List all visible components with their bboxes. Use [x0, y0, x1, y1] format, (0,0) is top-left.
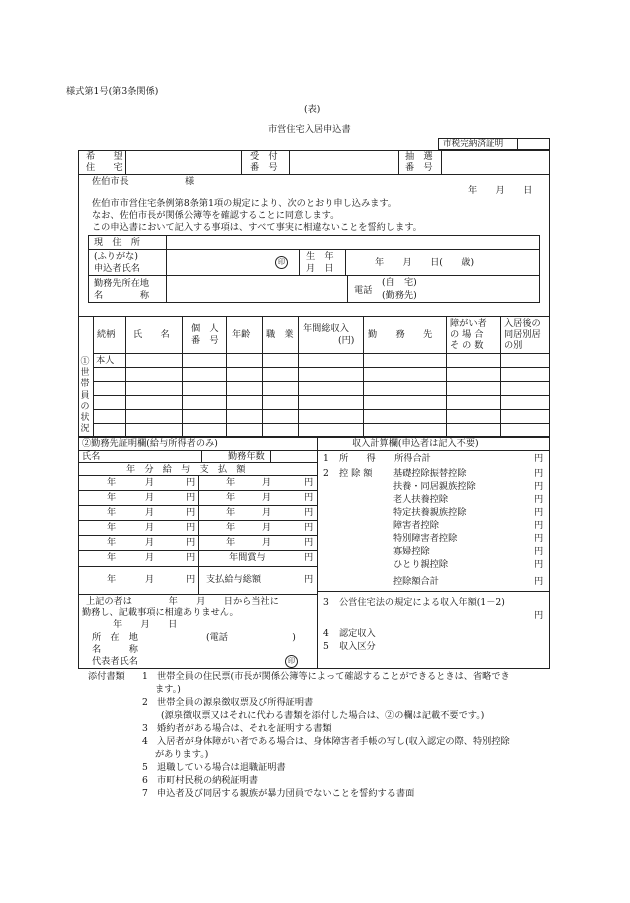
deduction-label: 控 除 額	[339, 468, 373, 479]
col-disability-a: 障がい者	[450, 318, 487, 329]
attachment-line: 1 世帯全員の住民票(市長が関係公簿等によって確認することができるときは、省略でき	[142, 671, 510, 682]
salary-year: 年	[226, 507, 236, 518]
lottery-no-label-a: 抽 選	[405, 151, 433, 162]
applicant-name-label: 申込者氏名	[94, 263, 140, 274]
deduction-item: ひとり親控除	[393, 559, 449, 570]
birth-date-value: 年 月 日( 歳)	[375, 257, 475, 268]
salary-month: 月	[145, 477, 155, 488]
col-age: 年齢	[232, 329, 251, 340]
attachment-line: (源泉徴収票又はそれに代わる書類を添付した場合は、②の欄は記載不要です。)	[161, 710, 485, 721]
attachment-line: 3 婚約者がある場合は、それを証明する書類	[142, 723, 332, 734]
salary-yen: 円	[186, 537, 196, 548]
phone-work-label: (勤務先)	[382, 290, 417, 301]
employment-cert-line-1: 上記の者は 年 月 日から当社に	[86, 596, 279, 607]
income-yen: 円	[534, 453, 544, 464]
income-yen: 円	[534, 546, 544, 557]
income-item-2-number: 2	[323, 468, 329, 479]
income-item-5-number: 5	[323, 641, 329, 652]
salary-yen: 円	[304, 522, 314, 533]
mayor-address: 佐伯市長	[92, 176, 129, 187]
col-income-a: 年間総収入	[303, 323, 349, 334]
row-self-label: 本人	[96, 355, 115, 366]
deduction-item: 扶養・同居親族控除	[393, 481, 476, 492]
salary-month: 月	[145, 574, 155, 585]
tax-certificate-label: 市税完納済証明	[443, 139, 504, 149]
deduction-total-label: 控除額合計	[393, 576, 439, 587]
workplace-address-label: 勤務先所在地	[94, 278, 150, 289]
salary-year: 年	[226, 492, 236, 503]
attachment-line: があります。)	[155, 749, 209, 760]
income-yen: 円	[534, 520, 544, 531]
salary-yen: 円	[186, 552, 196, 563]
salary-yen: 円	[304, 552, 314, 563]
salary-year: 年	[107, 507, 117, 518]
income-section-title: 収入計算欄(申込者は記入不要)	[352, 438, 479, 449]
applicant-seal-mark: 印	[275, 256, 288, 269]
income-item-4-number: 4	[323, 628, 329, 639]
salary-month: 月	[262, 507, 272, 518]
current-address-label: 現 住 所	[94, 237, 140, 248]
attachment-line: ます。)	[155, 684, 181, 695]
attachment-line: 5 退職している場合は退職証明書	[142, 762, 286, 773]
col-disability-b: の 場 合	[450, 329, 484, 340]
income-category-label: 収入区分	[339, 641, 376, 652]
col-job: 職 業	[266, 329, 294, 340]
birth-label-b: 月 日	[306, 263, 334, 274]
salary-year: 年	[107, 522, 117, 533]
household-table-top	[78, 316, 550, 317]
household-section-label: ①世帯員の状況	[80, 357, 90, 435]
declaration-line-1: 佐伯市市営住宅条例第8条第1項の規定により、次のとおり申し込みます。	[92, 198, 397, 209]
deduction-item: 寡婦控除	[393, 546, 430, 557]
income-item-3-number: 3	[323, 597, 329, 608]
salary-yen: 円	[304, 574, 314, 585]
salary-month: 月	[145, 507, 155, 518]
attachment-line: 6 市町村民税の納税証明書	[142, 775, 259, 786]
salary-yen: 円	[304, 537, 314, 548]
side-label: (表)	[304, 104, 321, 115]
total-income-label: 所 得 所得合計	[339, 453, 431, 464]
income-yen: 円	[534, 507, 544, 518]
representative-label: 代表者氏名	[92, 656, 138, 667]
income-yen: 円	[534, 533, 544, 544]
salary-yen: 円	[186, 522, 196, 533]
years-of-service-label: 勤務年数	[228, 451, 265, 462]
reception-no-label-a: 受 付	[250, 151, 278, 162]
col-cohabit-b: 同居別居	[504, 329, 541, 340]
employment-cert-line-2: 勤務し、記載事項に相違ありません。	[82, 607, 239, 618]
col-id-b: 番 号	[191, 335, 219, 346]
col-cohabit-a: 入居後の	[504, 318, 541, 329]
form-number: 様式第1号(第3条関係)	[66, 86, 159, 97]
salary-yen: 円	[186, 477, 196, 488]
income-yen: 円	[534, 481, 544, 492]
salary-year: 年	[226, 537, 236, 548]
salary-yen: 円	[304, 492, 314, 503]
mayor-honorific: 様	[185, 176, 195, 187]
company-name-label: 名 称	[92, 644, 138, 655]
salary-year: 年	[107, 552, 117, 563]
attachment-line: 7 申込者及び同居する親族が暴力団員でないことを誓約する書面	[142, 788, 415, 799]
salary-month: 月	[262, 522, 272, 533]
col-relation: 続柄	[97, 329, 116, 340]
col-workplace: 勤 務 先	[368, 329, 433, 340]
annual-bonus-label: 年間賞与	[229, 552, 266, 563]
salary-year: 年	[226, 477, 236, 488]
col-income-b: (円)	[338, 335, 355, 346]
deduction-item: 老人扶養控除	[393, 494, 449, 505]
deduction-item: 特定扶養親族控除	[393, 507, 467, 518]
phone-label: 電話	[354, 285, 373, 296]
furigana-label: (ふりがな)	[94, 251, 138, 262]
income-yen: 円	[534, 576, 544, 587]
col-disability-c: そ の 数	[450, 340, 484, 351]
deduction-item: 障害者控除	[393, 520, 439, 531]
company-location-label: 所 在 地	[92, 632, 138, 643]
income-item-1-number: 1	[323, 453, 329, 464]
attachment-line: 2 世帯全員の源泉徴収票及び所得証明書	[142, 697, 314, 708]
salary-yen: 円	[304, 477, 314, 488]
page-title: 市営住宅入居申込書	[268, 124, 351, 135]
income-yen: 円	[534, 610, 544, 621]
declaration-line-2: なお、佐伯市長が関係公簿等を確認することに同意します。	[92, 210, 340, 221]
company-phone-label: (電話 )	[206, 632, 296, 643]
employee-name-label: 氏名	[82, 451, 101, 462]
public-housing-income-label: 公営住宅法の規定による収入年額(1－2)	[339, 597, 505, 608]
employer-section-title: ②勤務先証明欄(給与所得者のみ)	[82, 438, 218, 449]
salary-month: 月	[145, 522, 155, 533]
col-cohabit-c: の別	[504, 340, 523, 351]
salary-year: 年	[107, 574, 117, 585]
phone-home-label: (自 宅)	[382, 277, 417, 288]
deduction-item: 特別障害者控除	[393, 533, 458, 544]
cert-date: 年 月 日	[113, 619, 178, 630]
salary-year: 年	[107, 477, 117, 488]
approved-income-label: 認定収入	[339, 628, 376, 639]
desired-housing-label-b: 住 宅	[86, 162, 123, 173]
birth-label-a: 生 年	[306, 251, 334, 262]
salary-header: 年 分 給 与 支 払 額	[126, 464, 246, 475]
salary-yen: 円	[304, 507, 314, 518]
reception-no-label-b: 番 号	[250, 162, 278, 173]
salary-month: 月	[262, 477, 272, 488]
declaration-line-3: この申込書において記入する事項は、すべて事実に相違ないことを誓約します。	[92, 222, 422, 233]
workplace-name-label: 名 称	[94, 290, 150, 301]
salary-month: 月	[262, 537, 272, 548]
salary-yen: 円	[186, 492, 196, 503]
income-yen: 円	[534, 559, 544, 570]
salary-month: 月	[145, 537, 155, 548]
salary-yen: 円	[186, 574, 196, 585]
salary-year: 年	[107, 492, 117, 503]
company-seal-mark: 印	[285, 655, 298, 668]
income-yen: 円	[534, 468, 544, 479]
salary-month: 月	[262, 492, 272, 503]
salary-year: 年	[226, 522, 236, 533]
salary-month: 月	[145, 552, 155, 563]
attachment-line: 4 入居者が身体障がい者である場合は、身体障害者手帳の写し(収入認定の際、特別控除	[142, 736, 510, 747]
desired-housing-label-a: 希 望	[86, 151, 123, 162]
attachments-label: 添付書類	[88, 671, 125, 682]
salary-month: 月	[145, 492, 155, 503]
application-date: 年 月 日	[468, 185, 533, 196]
income-yen: 円	[534, 494, 544, 505]
total-salary-label: 支払給与総額	[206, 574, 262, 585]
deduction-item: 基礎控除振替控除	[393, 468, 467, 479]
salary-yen: 円	[186, 507, 196, 518]
salary-year: 年	[107, 537, 117, 548]
col-name: 氏 名	[133, 329, 170, 340]
lottery-no-label-b: 番 号	[405, 162, 433, 173]
col-id-a: 個 人	[191, 323, 219, 334]
